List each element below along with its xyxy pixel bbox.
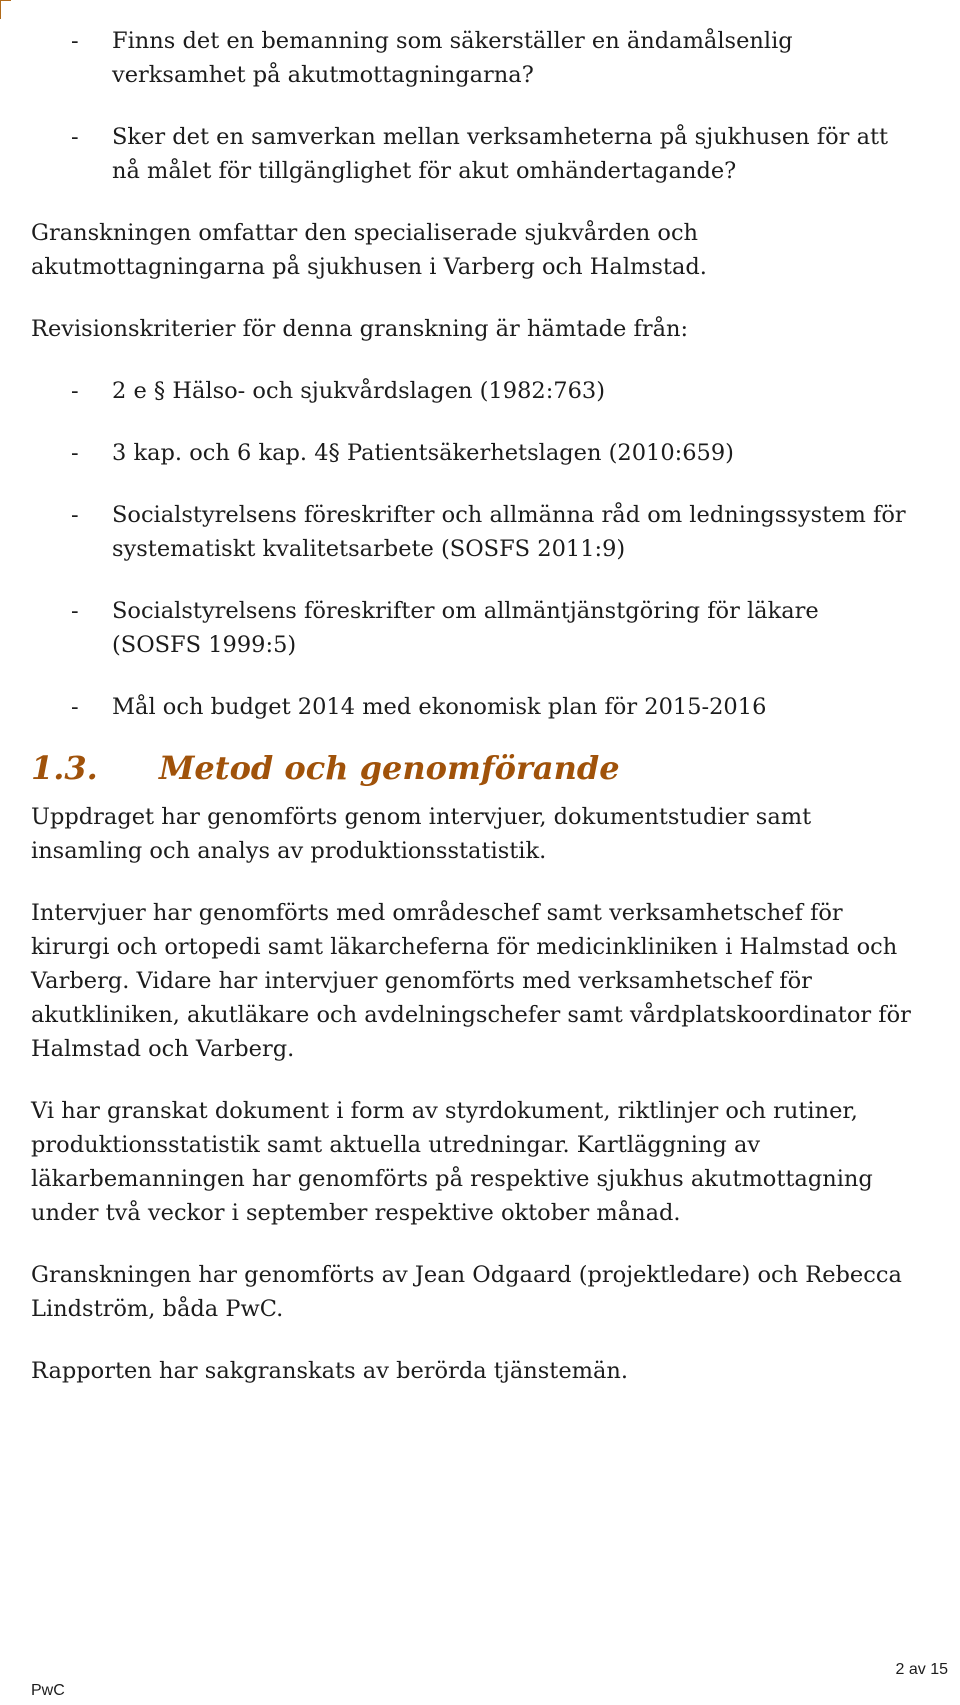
page-number: 2 av 15 [895, 1661, 948, 1678]
criteria-item-text: 3 kap. och 6 kap. 4§ Patientsäkerhetslagen (2010:659) [112, 440, 734, 466]
method-paragraph: Rapporten har sakgranskats av berörda tjänstemän. [31, 1358, 629, 1384]
method-paragraph: Intervjuer har genomförts med områdeschef samt verksamhetschef för kirurgi och ortopedi samt läkarcheferna för medicinkliniken i Halmstad och Varberg. Vidare har intervjuer genomförts med verksamhetschef för akutkliniken, akutläkare och avdelningschefer samt vårdplatskoordinator för Halmstad och Varberg. [31, 900, 911, 1062]
criteria-item [31, 594, 911, 662]
section-number: 1.3. [31, 749, 98, 787]
list-dash: - [71, 124, 79, 150]
section-heading [31, 748, 911, 788]
list-dash: - [71, 694, 79, 720]
list-dash: - [71, 378, 79, 404]
criteria-item [31, 374, 911, 408]
section-title: Metod och genomförande [159, 749, 620, 787]
list-item-text: Finns det en bemanning som säkerställer en ändamålsenlig verksamhet på akutmottagningarna? [112, 28, 793, 88]
criteria-item [31, 498, 911, 566]
list-item-text: Sker det en samverkan mellan verksamheterna på sjukhusen för att nå målet för tillgänglighet för akut omhändertagande? [112, 124, 889, 184]
list-dash: - [71, 28, 79, 54]
corner-crop-mark [0, 0, 11, 19]
list-dash: - [71, 440, 79, 466]
document-page [31, 24, 911, 1416]
method-paragraph: Uppdraget har genomförts genom intervjuer, dokumentstudier samt insamling och analys av produktionsstatistik. [31, 804, 812, 864]
criteria-item [31, 690, 911, 724]
criteria-intro: Revisionskriterier för denna granskning är hämtade från: [31, 316, 689, 342]
footer-logo: PwC [31, 1682, 65, 1699]
scope-paragraph: Granskningen omfattar den specialiserade sjukvården och akutmottagningarna på sjukhusen i Varberg och Halmstad. [31, 220, 707, 280]
criteria-item [31, 436, 911, 470]
criteria-item-text: Socialstyrelsens föreskrifter och allmänna råd om ledningssystem för systematiskt kvalitetsarbete (SOSFS 2011:9) [112, 502, 906, 562]
list-item [31, 24, 911, 92]
list-dash: - [71, 598, 79, 624]
criteria-item-text: Socialstyrelsens föreskrifter om allmäntjänstgöring för läkare (SOSFS 1999:5) [112, 598, 819, 658]
method-paragraph: Vi har granskat dokument i form av styrdokument, riktlinjer och rutiner, produktionsstatistik samt aktuella utredningar. Kartläggning av läkarbemanningen har genomförts på respektive sjukhus akutmottagning under två veckor i september respektive oktober månad. [31, 1098, 873, 1226]
criteria-item-text: 2 e § Hälso- och sjukvårdslagen (1982:763) [112, 378, 606, 404]
list-dash: - [71, 502, 79, 528]
list-item [31, 120, 911, 188]
criteria-item-text: Mål och budget 2014 med ekonomisk plan för 2015-2016 [112, 694, 767, 720]
method-paragraph: Granskningen har genomförts av Jean Odgaard (projektledare) och Rebecca Lindström, båda PwC. [31, 1262, 902, 1322]
